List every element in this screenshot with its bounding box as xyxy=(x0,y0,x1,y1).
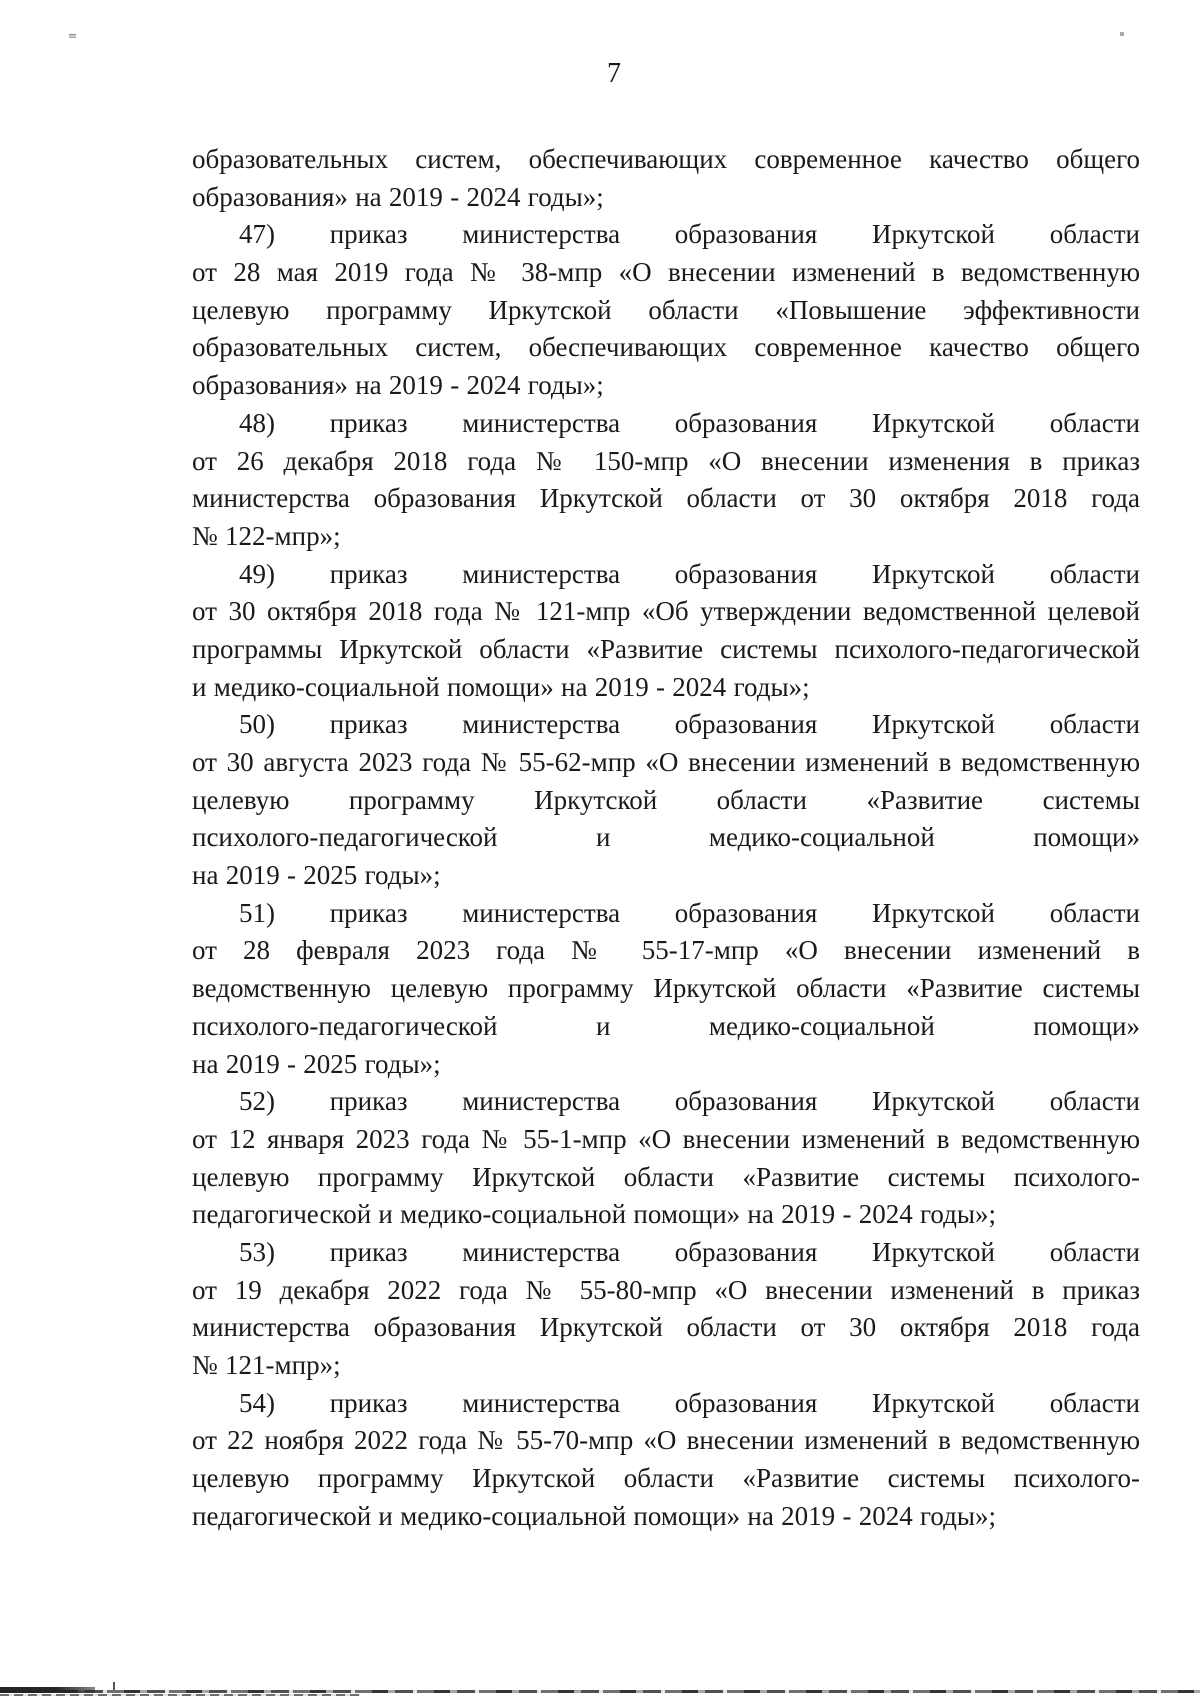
text-line: министерства образования Иркутской области от 30 октября 2018 года xyxy=(192,1312,1140,1343)
text-line: на 2019 - 2025 годы»; xyxy=(192,1048,441,1079)
text-line: целевую программу Иркутской области «Развитие системы психолого- xyxy=(192,1161,1140,1192)
text-line: целевую программу Иркутской области «Повышение эффективности xyxy=(192,294,1140,325)
paragraph xyxy=(192,405,1140,556)
text-line: психолого-педагогической и медико-социальной помощи» xyxy=(192,1010,1140,1041)
text-line: от 28 февраля 2023 года № 55-17-мпр «О внесении изменений в xyxy=(192,935,1140,966)
page-number: 7 xyxy=(607,58,621,89)
text-line: и медико-социальной помощи» на 2019 - 2024 годы»; xyxy=(192,671,810,702)
text-line: от 12 января 2023 года № 55-1-мпр «О внесении изменений в ведомственную xyxy=(192,1123,1140,1154)
text-line: 49) приказ министерства образования Иркутской области xyxy=(239,558,1140,589)
text-line: от 26 декабря 2018 года № 150-мпр «О внесении изменения в приказ xyxy=(192,445,1140,476)
scan-artifact-tick xyxy=(113,1682,115,1690)
text-line: образовательных систем, обеспечивающих современное качество общего xyxy=(192,144,1140,174)
text-line: психолого-педагогической и медико-социальной помощи» xyxy=(192,822,1140,853)
paragraph xyxy=(192,1234,1140,1385)
text-line: образования» на 2019 - 2024 годы»; xyxy=(192,181,604,212)
paragraph xyxy=(192,895,1140,1083)
text-line: № 121-мпр»; xyxy=(192,1350,341,1380)
text-line: 47) приказ министерства образования Иркутской области xyxy=(239,219,1140,250)
text-line: № 122-мпр»; xyxy=(192,520,341,551)
text-line: 48) приказ министерства образования Иркутской области xyxy=(239,407,1140,438)
text-line: от 30 августа 2023 года № 55-62-мпр «О внесении изменений в ведомственную xyxy=(192,747,1140,777)
text-line: 53) приказ министерства образования Иркутской области xyxy=(239,1236,1140,1267)
scan-speck-left xyxy=(69,34,76,38)
text-line: педагогической и медико-социальной помощи» на 2019 - 2024 годы»; xyxy=(192,1500,997,1531)
text-line: 54) приказ министерства образования Иркутской области xyxy=(239,1387,1140,1418)
text-line: 52) приказ министерства образования Иркутской области xyxy=(239,1086,1140,1117)
text-line: от 22 ноября 2022 года № 55-70-мпр «О внесении изменений в ведомственную xyxy=(192,1425,1140,1456)
text-line: программы Иркутской области «Развитие системы психолого-педагогической xyxy=(192,633,1140,664)
document-body xyxy=(192,141,1140,1535)
scan-speck-right xyxy=(1120,32,1124,36)
paragraph xyxy=(192,216,1140,404)
text-line: целевую программу Иркутской области «Развитие системы xyxy=(192,784,1140,815)
text-line: образовательных систем, обеспечивающих современное качество общего xyxy=(192,332,1140,363)
scan-artifact-subline xyxy=(0,1694,360,1696)
text-line: целевую программу Иркутской области «Развитие системы психолого- xyxy=(192,1463,1140,1494)
text-line: образования» на 2019 - 2024 годы»; xyxy=(192,370,604,401)
paragraph xyxy=(192,141,1140,216)
paragraph xyxy=(192,1385,1140,1536)
text-line: от 28 мая 2019 года № 38-мпр «О внесении изменений в ведомственную xyxy=(192,257,1140,288)
text-line: 51) приказ министерства образования Иркутской области xyxy=(239,897,1140,928)
paragraph xyxy=(192,1083,1140,1234)
text-line: от 19 декабря 2022 года № 55-80-мпр «О внесении изменений в приказ xyxy=(192,1274,1140,1305)
text-line: на 2019 - 2025 годы»; xyxy=(192,860,441,891)
text-line: 50) приказ министерства образования Иркутской области xyxy=(239,709,1140,740)
scan-artifact-line xyxy=(0,1690,1200,1693)
text-line: ведомственную целевую программу Иркутской области «Развитие системы xyxy=(192,973,1140,1004)
text-line: педагогической и медико-социальной помощи» на 2019 - 2024 годы»; xyxy=(192,1199,997,1230)
text-line: министерства образования Иркутской области от 30 октября 2018 года xyxy=(192,483,1140,514)
paragraph xyxy=(192,556,1140,707)
paragraph xyxy=(192,706,1140,894)
text-line: от 30 октября 2018 года № 121-мпр «Об утверждении ведомственной целевой xyxy=(192,596,1140,627)
